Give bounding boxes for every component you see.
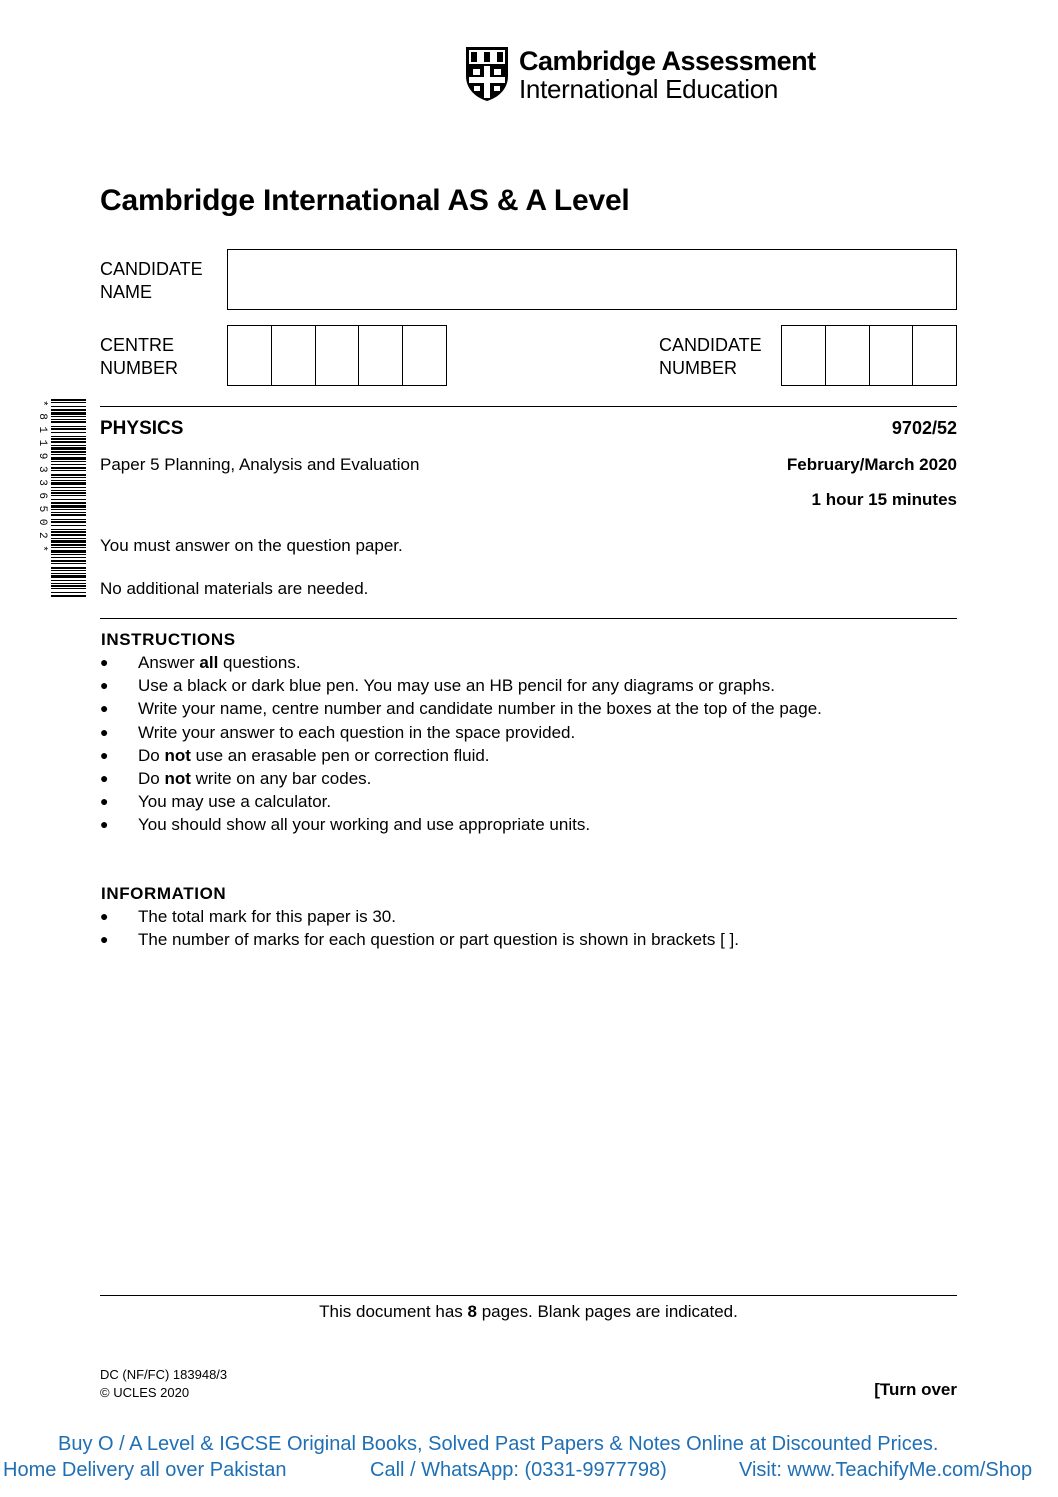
barcode-bar: [51, 585, 86, 587]
list-item: ● Do not use an erasable pen or correction fluid.: [100, 744, 822, 767]
centre-number-cell[interactable]: [316, 326, 360, 385]
page-count-note: This document has 8 pages. Blank pages are indicated.: [319, 1302, 738, 1321]
barcode-bar: [51, 406, 86, 407]
centre-number-cell[interactable]: [403, 326, 446, 385]
barcode-bar: [51, 595, 86, 597]
centre-number-cell[interactable]: [359, 326, 403, 385]
barcode-bar: [51, 583, 86, 584]
centre-number-boxes[interactable]: [227, 325, 447, 386]
candidate-name-label: CANDIDATE NAME: [100, 259, 203, 302]
barcode-bar: [51, 538, 86, 539]
barcode-bar: [51, 432, 86, 433]
barcode: [37, 398, 87, 600]
list-item: ● The number of marks for each question or part question is shown in brackets [ ].: [100, 928, 739, 951]
barcode-bar: [51, 441, 86, 443]
centre-number-cell[interactable]: [272, 326, 316, 385]
barcode-bar: [51, 521, 86, 523]
candidate-number-label: CANDIDATE NUMBER: [659, 335, 762, 378]
bullet-icon: ●: [100, 908, 109, 924]
barcode-bar: [51, 438, 86, 440]
barcode-bar: [51, 480, 86, 481]
exam-session: February/March 2020: [786, 455, 957, 474]
barcode-bar: [51, 525, 86, 526]
divider: [100, 618, 957, 619]
exam-duration: 1 hour 15 minutes: [811, 490, 957, 509]
barcode-bar: [51, 575, 86, 578]
barcode-bar: [51, 502, 86, 504]
barcode-bar: [51, 534, 86, 536]
barcode-bar: [51, 464, 86, 465]
barcode-bar: [51, 560, 86, 562]
centre-number-label: CENTRE NUMBER: [100, 335, 179, 378]
bullet-icon: ●: [100, 677, 109, 694]
candidate-name-box[interactable]: [227, 249, 957, 310]
logo-line2: International Education: [519, 74, 779, 104]
bullet-icon: ●: [100, 746, 109, 763]
barcode-bar: [51, 519, 86, 520]
barcode-bar: [51, 412, 86, 415]
barcode-bar: [51, 554, 86, 555]
list-item: ● Use a black or dark blue pen. You may use an HB pencil for any diagrams or graphs.: [100, 674, 822, 697]
centre-number-cell[interactable]: [228, 326, 272, 385]
qualification-title: Cambridge International AS & A Level: [100, 184, 630, 217]
answer-note: You must answer on the question paper.: [100, 536, 403, 555]
barcode-bar: [51, 416, 86, 417]
divider: [100, 1295, 957, 1296]
barcode-bar: [51, 490, 86, 491]
barcode-bar: [51, 563, 86, 564]
barcode-bar: [51, 570, 86, 571]
bullet-icon: ●: [100, 793, 109, 810]
barcode-digits: * 8 1 1 9 3 3 6 5 0 2 *: [37, 400, 48, 552]
barcode-bar: [51, 499, 86, 500]
barcode-bar: [51, 419, 86, 420]
logo-line1: Cambridge Assessment: [519, 46, 816, 76]
promo-call[interactable]: Call / WhatsApp: (0331-9977798): [370, 1459, 667, 1481]
candidate-number-cell[interactable]: [913, 326, 956, 385]
barcode-bar: [51, 514, 86, 516]
turn-over: [Turn over: [874, 1380, 957, 1399]
subject: PHYSICS: [100, 418, 184, 439]
barcode-bar: [51, 447, 86, 450]
barcode-bar: [51, 531, 86, 533]
barcode-bar: [51, 544, 86, 546]
list-item: ● Answer all questions.: [100, 651, 822, 674]
list-item: ● Write your name, centre number and candidate number in the boxes at the top of the page.: [100, 697, 822, 720]
barcode-bar: [51, 477, 86, 478]
list-item: ● You should show all your working and use appropriate units.: [100, 813, 822, 836]
candidate-number-cell[interactable]: [782, 326, 826, 385]
bullet-icon: ●: [100, 700, 109, 717]
barcode-bar: [51, 509, 86, 510]
bullet-icon: ●: [100, 723, 109, 740]
barcode-bar: [51, 495, 86, 496]
barcode-bar: [51, 592, 86, 593]
list-item: ● You may use a calculator.: [100, 790, 822, 813]
barcode-bar: [51, 505, 86, 508]
shield-crest-icon: [465, 46, 509, 102]
barcode-bar: [51, 474, 86, 476]
barcode-bar: [51, 567, 86, 569]
barcode-bar: [51, 470, 86, 471]
materials-note: No additional materials are needed.: [100, 579, 369, 598]
barcode-graphic: [37, 398, 87, 600]
cambridge-logo: [465, 46, 816, 104]
promo-line: Buy O / A Level & IGCSE Original Books, Solved Past Papers & Notes Online at Discounted Prices.: [58, 1433, 939, 1455]
barcode-bar: [51, 402, 86, 403]
instructions-heading: INSTRUCTIONS: [101, 630, 236, 649]
barcode-bar: [51, 482, 86, 485]
barcode-bar: [51, 428, 86, 430]
barcode-bar: [51, 454, 86, 455]
paper-code: 9702/52: [891, 418, 957, 438]
paper-title: Paper 5 Planning, Analysis and Evaluation: [100, 455, 420, 474]
barcode-bar: [51, 512, 86, 513]
divider: [100, 406, 957, 407]
candidate-number-cell[interactable]: [870, 326, 914, 385]
barcode-bar: [51, 573, 86, 574]
document-reference: DC (NF/FC) 183948/3 © UCLES 2020: [100, 1367, 228, 1400]
barcode-bar: [51, 580, 86, 581]
barcode-bar: [51, 426, 86, 427]
list-item: ● Do not write on any bar codes.: [100, 767, 822, 790]
promo-delivery: Home Delivery all over Pakistan: [3, 1459, 287, 1481]
barcode-bar: [51, 461, 86, 462]
bullet-icon: ●: [100, 654, 109, 670]
barcode-bar: [51, 529, 86, 530]
barcode-bar: [51, 457, 86, 460]
information-heading: INFORMATION: [101, 884, 227, 903]
barcode-bar: [51, 445, 86, 446]
barcode-bar: [51, 588, 86, 589]
instructions-list: [100, 651, 822, 837]
barcode-bar: [51, 436, 86, 437]
barcode-bar: [51, 550, 86, 553]
promo-visit-link[interactable]: Visit: www.TeachifyMe.com/Shop: [739, 1459, 1033, 1481]
barcode-bar: [51, 409, 86, 411]
barcode-bar: [51, 557, 86, 558]
barcode-bar: [51, 547, 86, 548]
barcode-bar: [51, 421, 86, 423]
barcode-bar: [51, 492, 86, 494]
candidate-number-boxes[interactable]: [781, 325, 957, 386]
barcode-bar: [51, 540, 86, 543]
bullet-icon: ●: [100, 931, 109, 948]
barcode-bar: [51, 487, 86, 488]
barcode-bar: [51, 451, 86, 453]
barcode-bar: [51, 399, 86, 401]
information-list: [100, 905, 739, 951]
list-item: ● Write your answer to each question in the space provided.: [100, 721, 822, 744]
bullet-icon: ●: [100, 769, 109, 786]
candidate-number-cell[interactable]: [826, 326, 870, 385]
bullet-icon: ●: [100, 816, 109, 833]
list-item: ● The total mark for this paper is 30.: [100, 905, 739, 928]
barcode-bar: [51, 467, 86, 469]
